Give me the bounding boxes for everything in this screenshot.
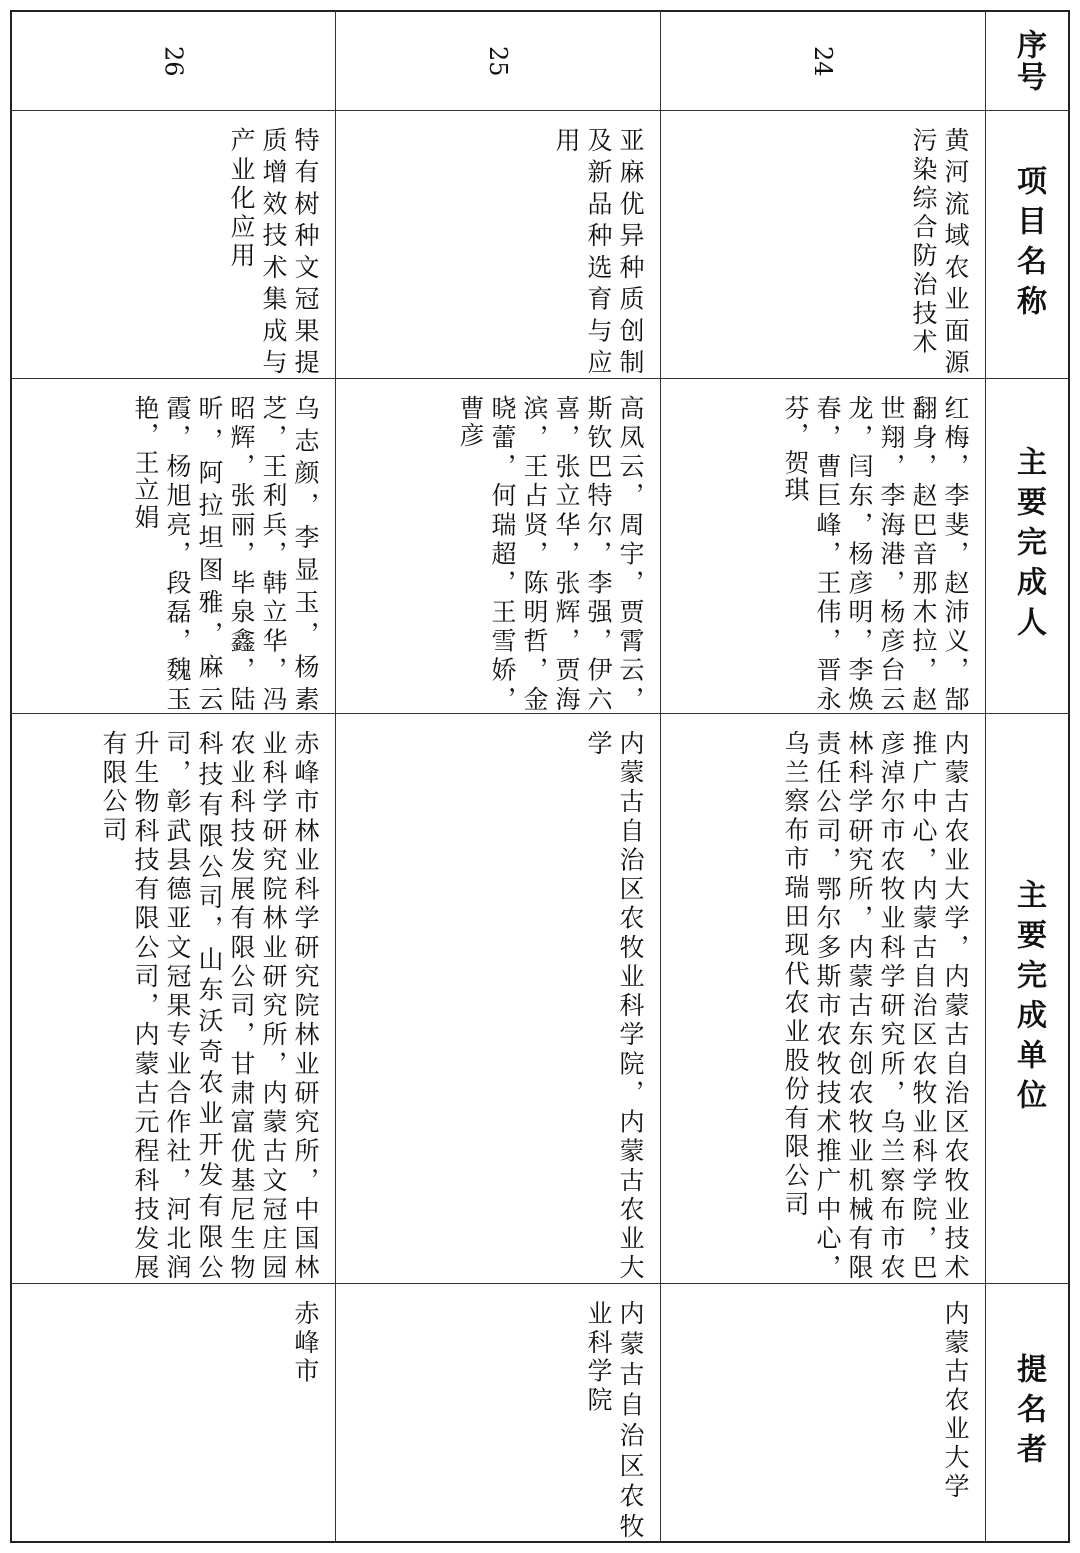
- project-name: 亚麻优异种质创制及新品种选育与应用: [552, 127, 645, 378]
- row-index: 26: [159, 45, 188, 77]
- project-name: 黄河流域农业面源污染综合防治技术: [909, 127, 970, 378]
- header-main-persons: 主要完成人: [1011, 446, 1046, 646]
- main-units: 内蒙古自治区农牧业科学院，内蒙古农业大学: [584, 730, 645, 1283]
- header-nominator: 提名者: [1011, 1353, 1046, 1473]
- row-index: 24: [809, 45, 837, 77]
- main-persons: 高凤云，周宇，贾霄云，斯钦巴特尔，李强，伊六喜，张立华，张辉，贾海滨，王占贤，陈明哲，金晓蕾，何瑞超，王雪娇，曹彦: [456, 395, 645, 713]
- row-index: 25: [484, 45, 512, 77]
- nominator: 内蒙古农业大学: [941, 1300, 970, 1502]
- project-name: 特有树种文冠果提质增效技术集成与产业化应用: [227, 127, 320, 378]
- main-persons: 乌志颜，李显玉，杨素芝，王利兵，韩立华，冯昭辉，张丽，毕泉鑫，陆昕，阿拉坦图雅，麻云霞，杨旭亮，段磊，魏玉艳，王立娟: [131, 395, 320, 713]
- header-main-units: 主要完成单位: [1011, 878, 1046, 1119]
- row-divider: [985, 10, 986, 1543]
- main-persons: 红梅，李斐，赵沛义，郜翻身，赵巴音那木拉，赵世翔，李海港，杨彦台云龙，闫东，杨彦明，李焕春，曹巨峰，王伟，晋永芬，贺琪: [781, 395, 970, 713]
- nominator: 赤峰市: [291, 1300, 320, 1387]
- main-units: 内蒙古农业大学，内蒙古自治区农牧业技术推广中心，内蒙古自治区农牧业科学院，巴彦淖尔市农牧业科学研究所，乌兰察布市农林科学研究所，内蒙古东创农牧业机械有限责任公司，鄂尔多斯市农牧技术推广中心，乌兰察布市瑞田现代农业股份有限公司: [781, 730, 970, 1283]
- header-index: 序号: [1011, 29, 1046, 93]
- main-units: 赤峰市林业科学研究院林业研究所，中国林业科学研究院林业研究所，内蒙古文冠庄园农业科技发展有限公司，甘肃富优基尼生物科技有限公司，山东沃奇农业开发有限公司，彰武县德亚文冠果专业合作社，河北润升生物科技有限公司，内蒙古元程科技发展有限公司: [99, 730, 320, 1283]
- header-project-name: 项目名称: [1011, 164, 1046, 325]
- nominator: 内蒙古自治区农牧业科学院: [584, 1300, 645, 1542]
